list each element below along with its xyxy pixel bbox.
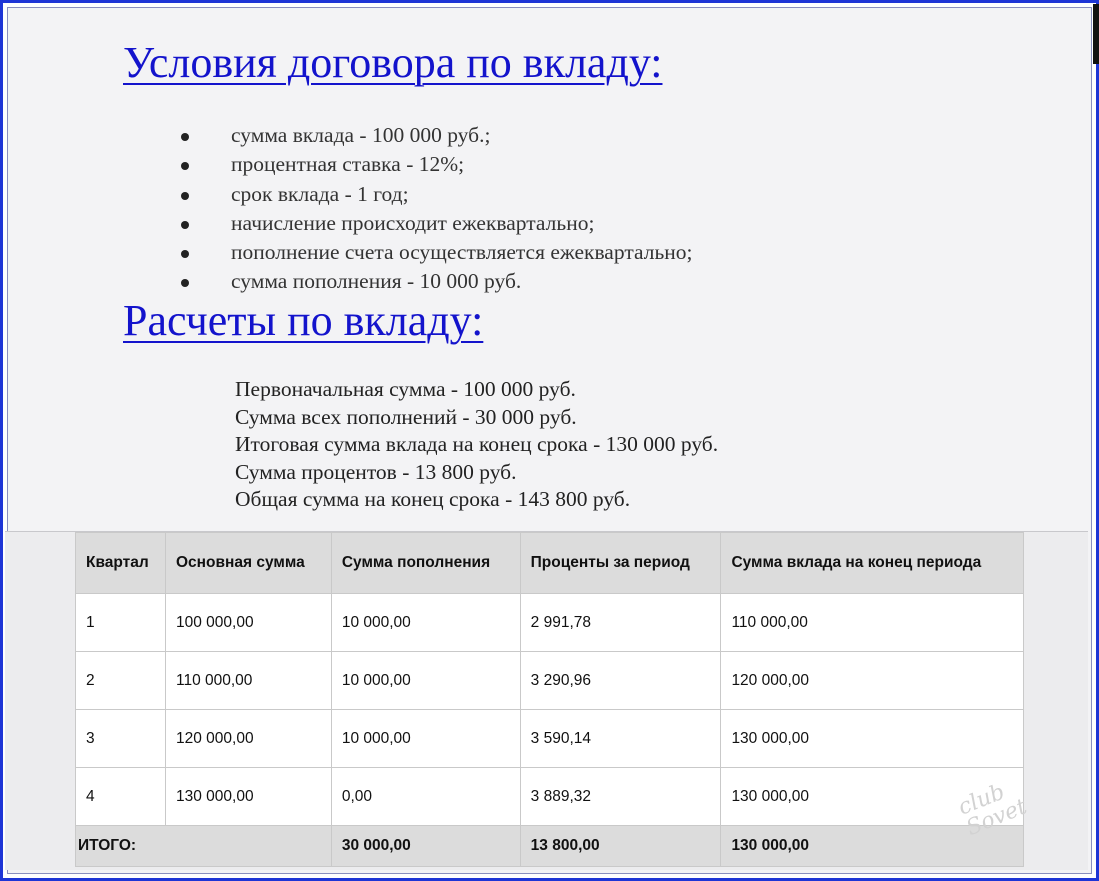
- table-cell: 100 000,00: [165, 594, 331, 652]
- calc-line: Сумма всех пополнений - 30 000 руб.: [235, 404, 577, 429]
- table-row: [76, 768, 1024, 826]
- list-item-text: сумма пополнения - 10 000 руб.: [231, 269, 522, 294]
- calc-line: Первоначальная сумма - 100 000 руб.: [235, 377, 576, 401]
- table-cell: 120 000,00: [165, 710, 331, 768]
- table-cell: 130 000,00: [721, 710, 1024, 768]
- total-replenishment: 30 000,00: [331, 826, 520, 867]
- list-item-text: сумма вклада - 100 000 руб.;: [231, 123, 491, 147]
- table-header-row: [76, 533, 1024, 594]
- table-cell: 10 000,00: [331, 710, 520, 768]
- list-item-text: срок вклада - 1 год;: [231, 181, 409, 206]
- table-cell: 4: [76, 768, 166, 826]
- table-cell: 10 000,00: [331, 652, 520, 710]
- calc-line: Сумма процентов - 13 800 руб.: [235, 459, 517, 484]
- column-header-quarter: Квартал: [76, 533, 166, 594]
- table-cell: 130 000,00: [721, 768, 1024, 826]
- table-row: [76, 652, 1024, 710]
- table-cell: 3: [76, 710, 166, 768]
- table-cell: 2: [76, 652, 166, 710]
- bullet-icon: [181, 192, 189, 200]
- calculations-heading[interactable]: Расчеты по вкладу:: [123, 296, 484, 345]
- column-header-interest: Проценты за период: [520, 533, 721, 594]
- list-item-text: начисление происходит ежеквартально;: [231, 210, 595, 235]
- table-row: [76, 710, 1024, 768]
- bullet-icon: [181, 133, 189, 141]
- table-total-row: [76, 826, 1024, 867]
- table-cell: 10 000,00: [331, 594, 520, 652]
- table-cell: 3 290,96: [520, 652, 721, 710]
- table-cell: 3 590,14: [520, 710, 721, 768]
- table-cell: 120 000,00: [721, 652, 1024, 710]
- table-cell: 2 991,78: [520, 594, 721, 652]
- table-cell: 0,00: [331, 768, 520, 826]
- table-cell: 1: [76, 594, 166, 652]
- deposit-table: [75, 532, 1024, 867]
- calculations-summary: [235, 376, 718, 514]
- bullet-icon: [181, 221, 189, 229]
- total-interest: 13 800,00: [520, 826, 721, 867]
- column-header-replenishment: Сумма пополнения: [331, 533, 520, 594]
- table-cell: 3 889,32: [520, 768, 721, 826]
- table-row: [76, 594, 1024, 652]
- list-item-text: процентная ставка - 12%;: [231, 152, 465, 177]
- list-item-text: пополнение счета осуществляется ежеквартально;: [231, 240, 693, 265]
- total-end-amount: 130 000,00: [721, 826, 1024, 867]
- column-header-base-amount: Основная сумма: [165, 533, 331, 594]
- column-header-end-amount: Сумма вклада на конец периода: [721, 533, 1024, 594]
- conditions-heading[interactable]: Условия договора по вкладу:: [123, 38, 663, 87]
- watermark-logo: club Sovet: [954, 779, 1031, 842]
- calc-line: Итоговая сумма вклада на конец срока - 130 000 руб.: [235, 432, 719, 457]
- table-cell: 110 000,00: [721, 594, 1024, 652]
- table-cell: 110 000,00: [165, 652, 331, 710]
- calc-line: Общая сумма на конец срока - 143 800 руб.: [235, 487, 631, 512]
- window-edge: [1093, 4, 1099, 64]
- total-label: ИТОГО:: [76, 826, 332, 867]
- table-cell: 130 000,00: [165, 768, 331, 826]
